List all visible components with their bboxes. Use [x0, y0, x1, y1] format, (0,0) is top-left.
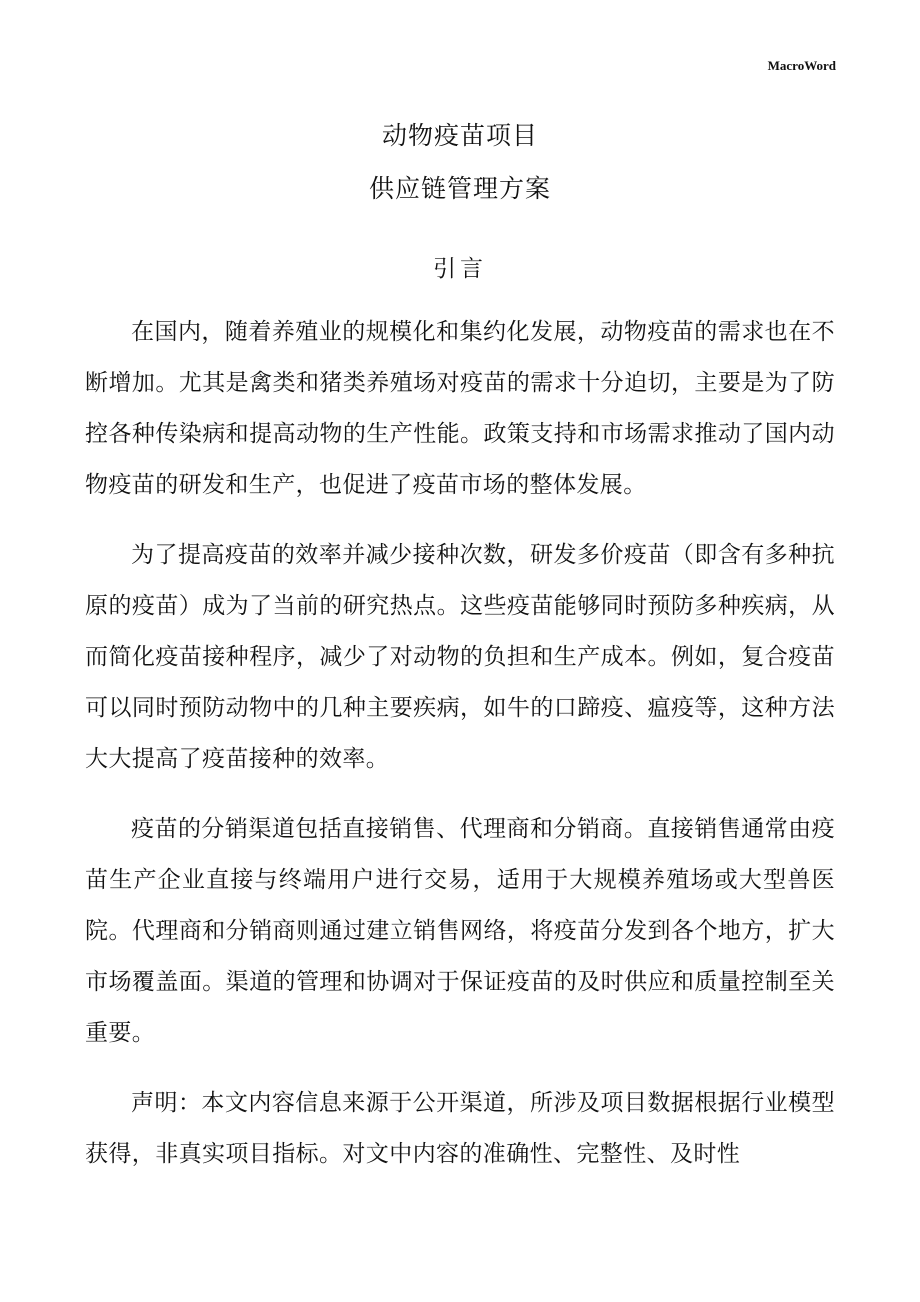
- title-line-1: 动物疫苗项目: [381, 121, 538, 150]
- paragraph: 在国内，随着养殖业的规模化和集约化发展，动物疫苗的需求也在不断增加。尤其是禽类和猪类养殖场对疫苗的需求十分迫切，主要是为了防控各种传染病和提高动物的生产性能。政策支持和市场需求推动了国内动物疫苗的研发和生产，也促进了疫苗市场的整体发展。: [85, 319, 835, 498]
- paragraph: 为了提高疫苗的效率并减少接种次数，研发多价疫苗（即含有多种抗原的疫苗）成为了当前的研究热点。这些疫苗能够同时预防多种疾病，从而简化疫苗接种程序，减少了对动物的负担和生产成本。例如，复合疫苗可以同时预防动物中的几种主要疾病，如牛的口蹄疫、瘟疫等，这种方法大大提高了疫苗接种的效率。: [85, 542, 835, 772]
- title-line-2: 供应链管理方案: [368, 174, 551, 203]
- paragraph: 疫苗的分销渠道包括直接销售、代理商和分销商。直接销售通常由疫苗生产企业直接与终端用户进行交易，适用于大规模养殖场或大型兽医院。代理商和分销商则通过建立销售网络，将疫苗分发到各个地方，扩大市场覆盖面。渠道的管理和协调对于保证疫苗的及时供应和质量控制至关重要。: [85, 816, 835, 1046]
- body-text: [85, 307, 835, 1180]
- section-heading: 引言: [433, 256, 487, 282]
- paragraph-disclaimer: 声明：本文内容信息来源于公开渠道，所涉及项目数据根据行业模型获得，非真实项目指标。对文中内容的准确性、完整性、及时性: [85, 1090, 835, 1167]
- header-brand: MacroWord: [767, 58, 836, 73]
- document-title: [0, 118, 920, 224]
